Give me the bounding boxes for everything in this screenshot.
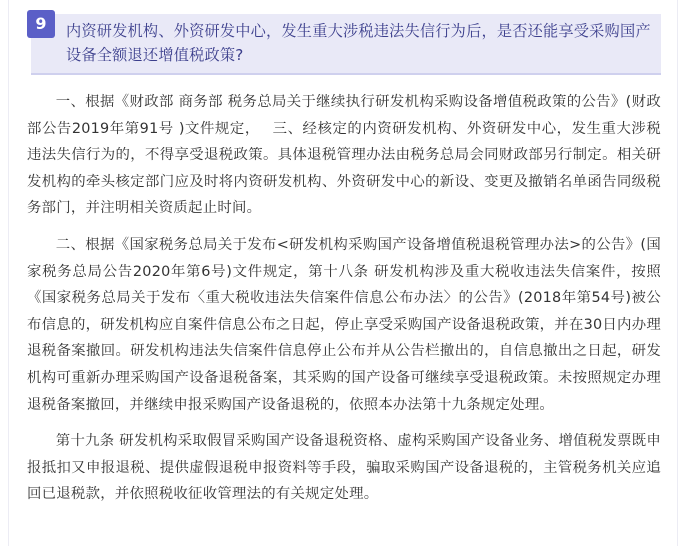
answer-paragraph-2: 二、根据《国家税务总局关于发布<研发机构采购国产设备增值税退税管理办法>的公告》(国家税务总局公告2020年第6号)文件规定，第十八条 研发机构涉及重大税收违法失信案件，按照《国家税务总局关于发布〈重大税收违法失信案件信息公布办法〉的公告》(2018年第54号)被公布信息的，研发机构应自案件信息公布之日起，停止享受采购国产设备退税政策，并在30日内办理退税备案撤回。研发机构违法失信案件信息停止公布并从公告栏撤出的，自信息撤出之日起，研发机构可重新办理采购国产设备退税备案，其采购的国产设备可继续享受退税政策。未按照规定办理退税备案撤回，并继续申报采购国产设备退税的，依照本办法第十九条规定处理。	[27, 236, 661, 413]
answer-body	[27, 89, 661, 518]
answer-paragraph-1: 一、根据《财政部 商务部 税务总局关于继续执行研发机构采购设备增值税政策的公告》(财政部公告2019年第91号 )文件规定， 三、经核定的内资研发机构、外资研发中心，发生重大涉税违法失信行为的，不得享受退税政策。具体退税管理办法由税务总局会同财政部另行制定。相关研发机构的牵头核定部门应及时将内资研发机构、外资研发中心的新设、变更及撤销名单函告同级税务部门，并注明相关资质起止时间。	[27, 94, 661, 217]
question-text: 内资研发机构、外资研发中心，发生重大涉税违法失信行为后，是否还能享受采购国产设备全额退还增值税政策?	[66, 22, 651, 64]
answer-paragraph-3: 第十九条 研发机构采取假冒采购国产设备退税资格、虚构采购国产设备业务、增值税发票既申报抵扣又申报退税、提供虚假退税申报资料等手段，骗取采购国产设备退税的，主管税务机关应追回已退税款，并依照税收征收管理法的有关规定处理。	[27, 433, 661, 503]
question-number-badge: 9	[27, 10, 55, 38]
